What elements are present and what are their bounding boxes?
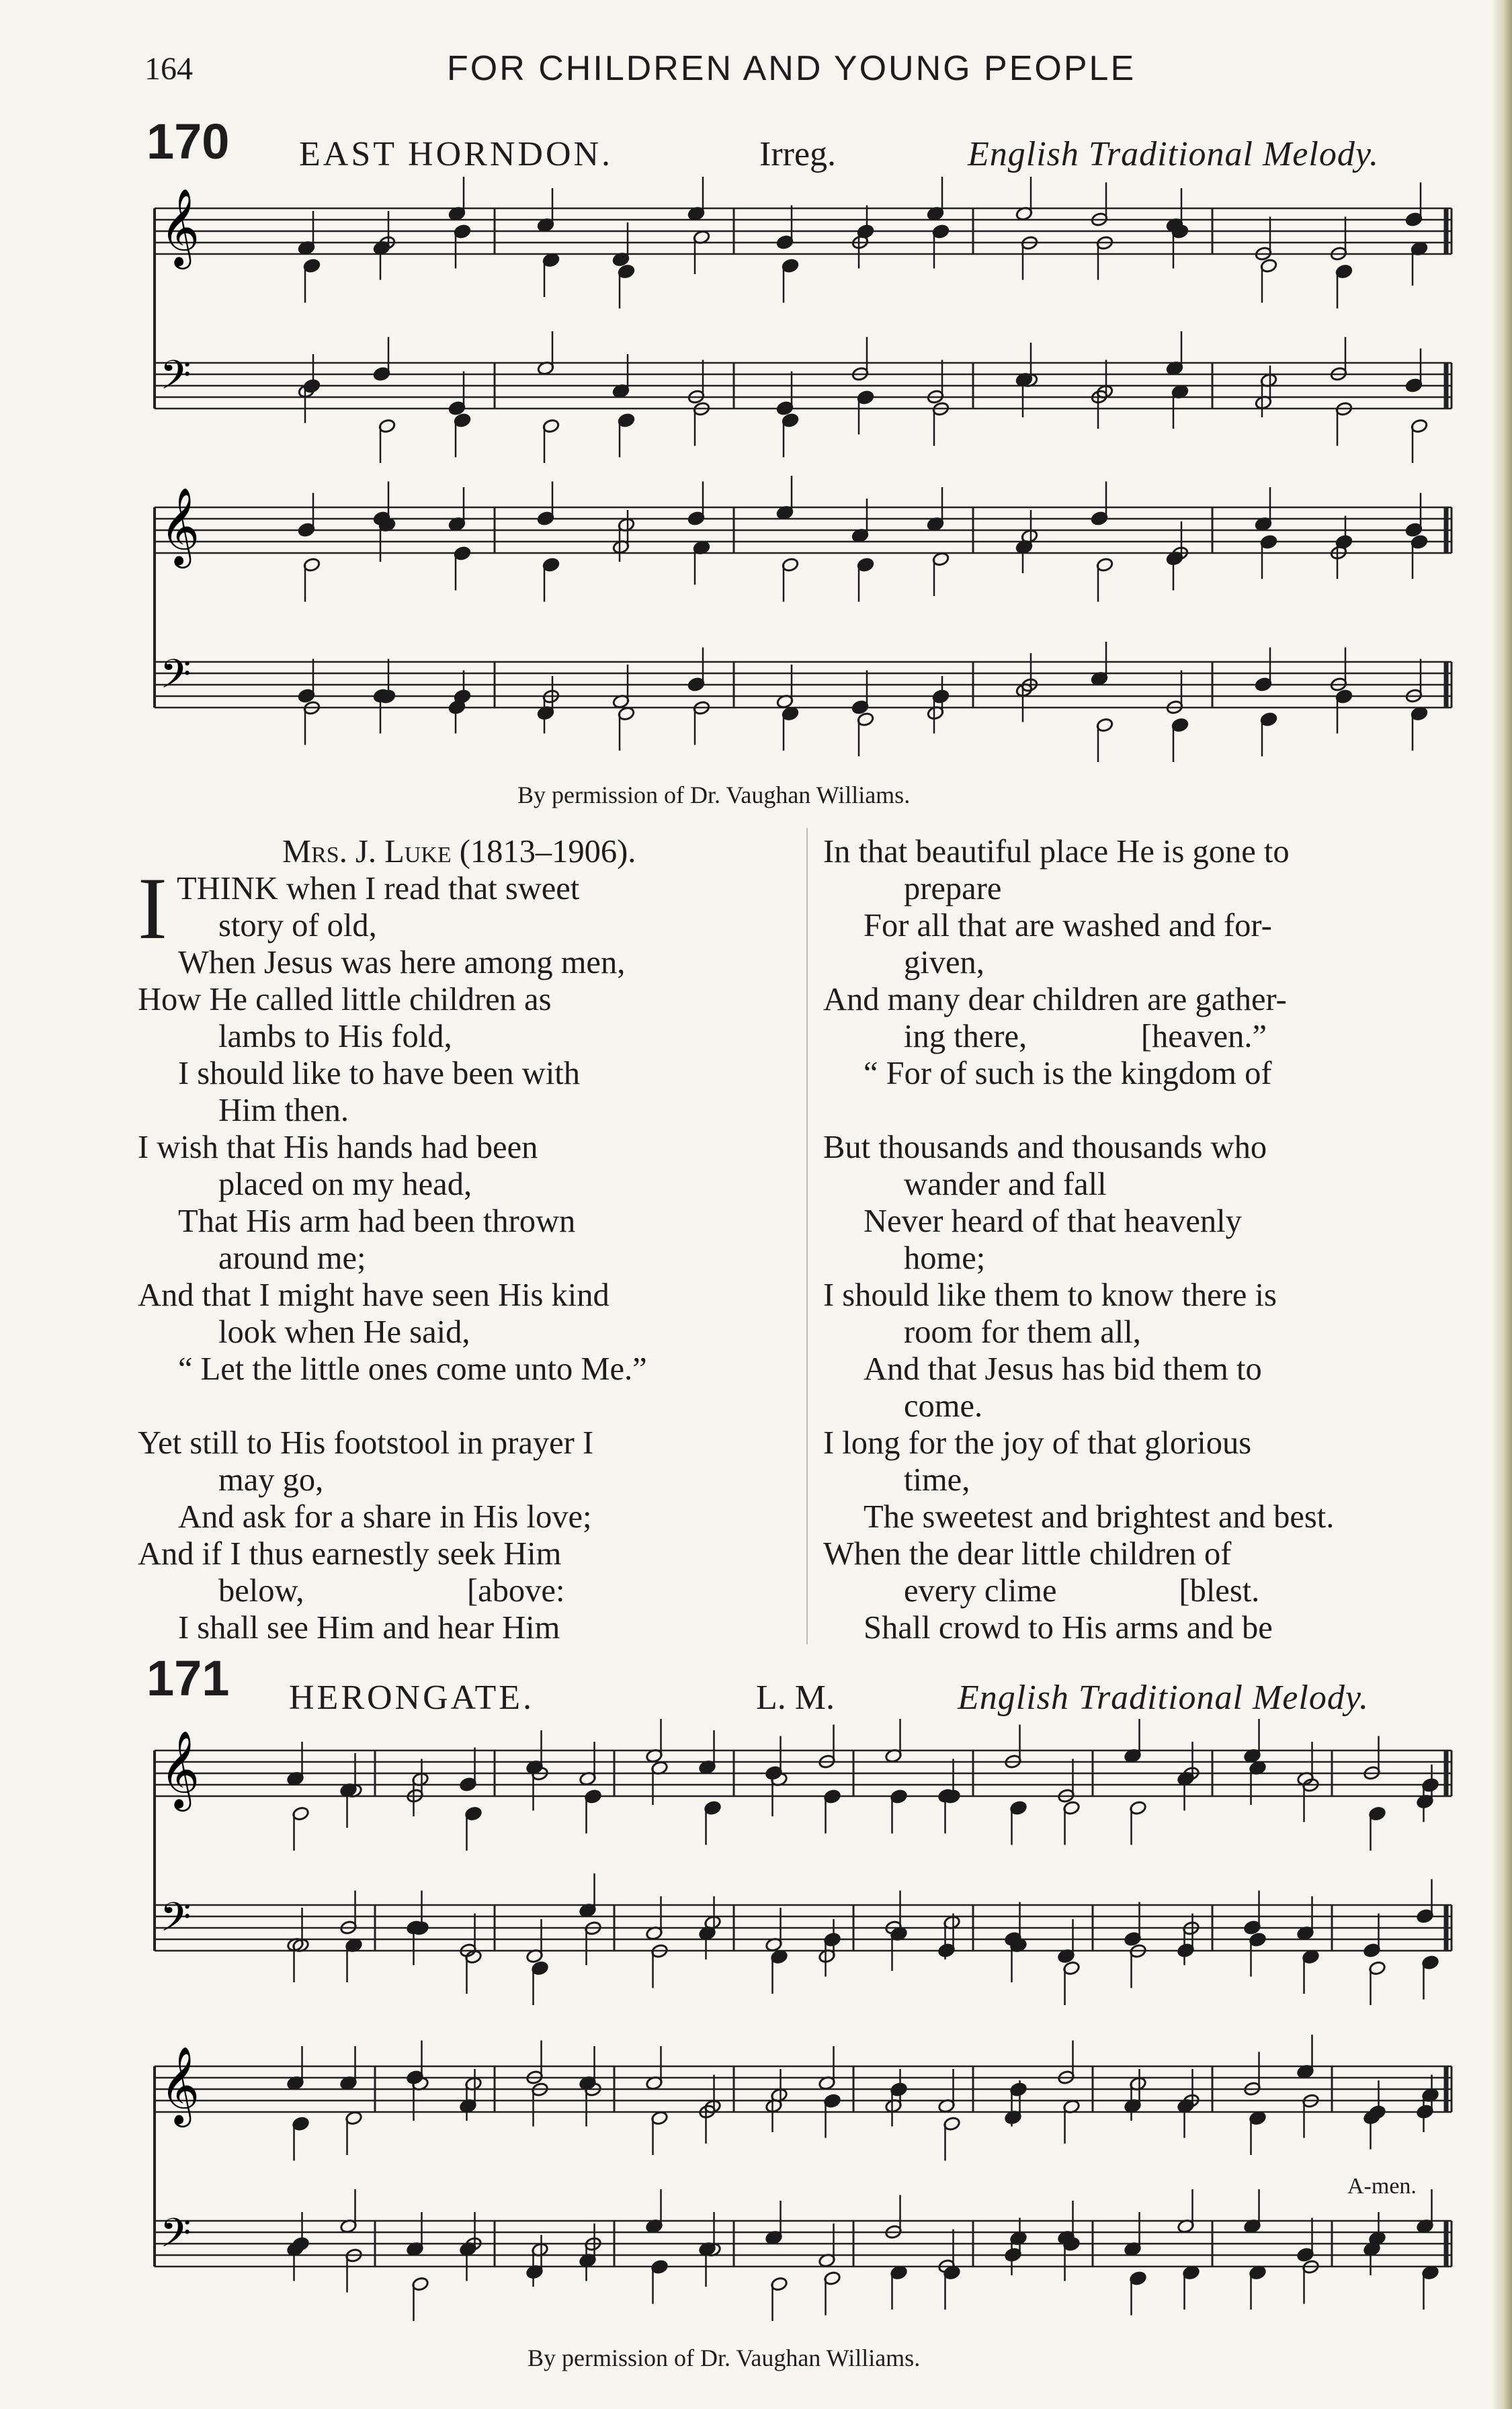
left-verse-line: below, [above:	[218, 1573, 565, 1609]
left-verse-line: That His arm had been thrown	[178, 1203, 576, 1239]
left-verse-line: I wish that His hands had been	[138, 1130, 538, 1165]
left-verse-line: I should like to have been with	[178, 1056, 581, 1091]
bass-clef-icon: 𝄢	[160, 2209, 192, 2266]
left-verse-line: Him then.	[218, 1093, 349, 1128]
right-verse-line: prepare	[904, 871, 1002, 906]
left-verse-line: How He called little children as	[138, 982, 552, 1017]
page-gutter-shadow	[1492, 0, 1512, 2409]
left-verse-line: look when He said,	[218, 1314, 470, 1350]
treble-clef-icon: 𝄞	[160, 187, 200, 266]
hymn-170-meter: Irreg.	[759, 135, 837, 173]
right-verse-line: For all that are washed and for-	[864, 908, 1272, 943]
right-verse-line	[823, 1092, 1468, 1129]
hymn-170-left-column	[138, 833, 783, 1646]
right-verse-line: And many dear children are gather-	[823, 982, 1287, 1017]
left-verse-line: I shall see Him and hear Him	[178, 1610, 560, 1646]
right-verse-line: Never heard of that heavenly	[864, 1203, 1242, 1239]
hymn-171-meter: L. M.	[756, 1679, 835, 1717]
left-verse-line: lambs to His fold,	[218, 1019, 452, 1054]
hymn-170-source: English Traditional Melody.	[968, 135, 1380, 173]
hymn-170-number: 170	[146, 114, 230, 169]
right-verse-line: time,	[904, 1462, 970, 1498]
hymn-171-score	[134, 1717, 1472, 2322]
hymn-171-permission: By permission of Dr. Vaughan Williams.	[528, 2344, 921, 2371]
right-verse-line: I should like them to know there is	[823, 1277, 1277, 1313]
hymn-171-source: English Traditional Melody.	[958, 1679, 1370, 1717]
hymn-170-score	[134, 171, 1472, 783]
hymn-170-permission: By permission of Dr. Vaughan Williams.	[517, 781, 911, 808]
running-title: FOR CHILDREN AND YOUNG PEOPLE	[447, 49, 1136, 88]
page-number: 164	[144, 51, 193, 87]
left-verse-line: ITHINK when I read that sweet	[138, 859, 580, 958]
left-verse-line: may go,	[218, 1462, 324, 1498]
treble-staff	[155, 208, 1452, 254]
hymn-170-author: Mrs. J. Luke (1813–1906).	[282, 834, 636, 870]
right-verse-line: ing there, [heaven.”	[904, 1019, 1267, 1054]
left-verse-line: story of old,	[218, 908, 377, 943]
bass-clef-icon: 𝄢	[160, 650, 192, 707]
left-verse-line: And if I thus earnestly seek Him	[138, 1536, 562, 1572]
drop-cap: I	[138, 859, 167, 958]
left-verse-line: placed on my head,	[218, 1167, 472, 1202]
left-verse-line: around me;	[218, 1240, 366, 1276]
right-verse-line: “ For of such is the kingdom of	[864, 1056, 1272, 1091]
right-verse-line: Shall crowd to His arms and be	[864, 1610, 1273, 1646]
left-verse-line: Yet still to His footstool in prayer I	[138, 1425, 594, 1461]
hymn-171-number: 171	[146, 1650, 230, 1706]
treble-clef-icon: 𝄞	[160, 2045, 200, 2124]
column-divider	[806, 828, 808, 1644]
left-verse-line	[138, 1388, 783, 1425]
left-verse-line: When Jesus was here among men,	[178, 945, 626, 980]
hymn-171-tune-name: HERONGATE.	[289, 1679, 534, 1717]
right-verse-line: I long for the joy of that glorious	[823, 1425, 1252, 1461]
hymn-170-tune-name: EAST HORNDON.	[299, 135, 614, 173]
right-verse-line: And that Jesus has bid them to	[864, 1351, 1262, 1387]
right-verse-line: In that beautiful place He is gone to	[823, 834, 1290, 870]
left-verse-line: And that I might have seen His kind	[138, 1277, 610, 1313]
hymn-170-right-column	[823, 833, 1468, 1646]
right-verse-line: home;	[904, 1240, 986, 1276]
treble-staff	[155, 507, 1452, 553]
right-verse-line: But thousands and thousands who	[823, 1130, 1267, 1165]
right-verse-line: The sweetest and brightest and best.	[864, 1499, 1335, 1535]
right-verse-line: wander and fall	[904, 1167, 1107, 1202]
bass-clef-icon: 𝄢	[160, 1894, 192, 1950]
right-verse-line: come.	[904, 1388, 983, 1424]
right-verse-line: given,	[904, 945, 984, 980]
treble-clef-icon: 𝄞	[160, 487, 200, 565]
treble-clef-icon: 𝄞	[160, 1730, 200, 1808]
left-verse-line: “ Let the little ones come unto Me.”	[178, 1351, 647, 1387]
right-verse-line: every clime [blest.	[904, 1573, 1260, 1609]
right-verse-line: room for them all,	[904, 1314, 1141, 1350]
right-verse-line: When the dear little children of	[823, 1536, 1232, 1572]
hymn-171-amen: A-men.	[1347, 2174, 1417, 2199]
bass-clef-icon: 𝄢	[160, 351, 192, 408]
left-verse-line: And ask for a share in His love;	[178, 1499, 592, 1535]
